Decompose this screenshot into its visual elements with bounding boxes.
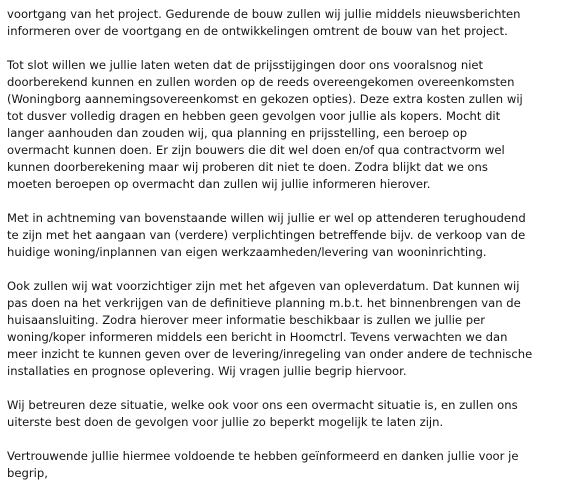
text-line: Wij betreuren deze situatie, welke ook voor ons een overmacht situatie is, en zullen ons [7, 398, 518, 412]
text-line: huisaansluiting. Zodra hierover meer informatie beschikbaar is zullen we jullie per [7, 313, 486, 327]
text-line: installaties en prognose oplevering. Wij vragen jullie begrip hiervoor. [7, 364, 407, 378]
paragraph-closing [7, 448, 583, 482]
text-line: (Woningborg aannemingsovereenkomst en gekozen opties). Deze extra kosten zullen wij [7, 92, 523, 106]
text-line: overmacht kunnen doen. Er zijn bouwers die dit wel doen en/of qua contractvorm wel [7, 143, 505, 157]
text-line: Ook zullen wij wat voorzichtiger zijn met het afgeven van opleverdatum. Dat kunnen wij [7, 279, 520, 293]
text-line: Met in achtneming van bovenstaande willen wij jullie er wel op attenderen terughoudend [7, 211, 526, 225]
text-line: uiterste best doen de gevolgen voor jullie zo beperkt mogelijk te laten zijn. [7, 415, 444, 429]
paragraph-delivery-date [7, 278, 583, 380]
text-line: woning/koper informeren middels een bericht in Hoomctrl. Tevens verwachten we dan [7, 330, 508, 344]
text-line: moeten beroepen op overmacht dan zullen wij jullie informeren hierover. [7, 177, 431, 191]
text-line: informeren over de voortgang en de ontwikkelingen omtrent de bouw van het project. [7, 24, 508, 38]
text-line: voortgang van het project. Gedurende de bouw zullen wij jullie middels nieuwsberichten [7, 7, 521, 21]
text-line: begrip, [7, 466, 48, 480]
text-line: huidige woning/inplannen van eigen werkzaamheden/levering van wooninrichting. [7, 245, 487, 259]
document-body [7, 6, 583, 499]
paragraph-price-increases [7, 57, 583, 193]
paragraph-regret [7, 397, 583, 431]
text-line: Tot slot willen we jullie laten weten dat de prijsstijgingen door ons vooralsnog niet [7, 58, 484, 72]
text-line: te zijn met het aangaan van (verdere) verplichtingen betreffende bijv. de verkoop van de [7, 228, 526, 242]
text-line: pas doen na het verkrijgen van de definitieve planning m.b.t. het binnenbrengen van de [7, 296, 521, 310]
paragraph-progress-updates [7, 6, 583, 40]
text-line: Vertrouwende jullie hiermee voldoende te hebben geïnformeerd en danken jullie voor je [7, 449, 519, 463]
text-line: langer aanhouden dan zouden wij, qua planning en prijsstelling, een beroep op [7, 126, 468, 140]
text-line: doorberekend kunnen en zullen worden op de reeds overeengekomen overeenkomsten [7, 75, 515, 89]
text-line: kunnen doorberekening maar wij proberen dit niet te doen. Zodra blijkt dat we ons [7, 160, 488, 174]
paragraph-caution-obligations [7, 210, 583, 261]
text-line: tot dusver volledig dragen en hebben geen gevolgen voor jullie als kopers. Mocht dit [7, 109, 501, 123]
text-line: meer inzicht te kunnen geven over de levering/inregeling van onder andere de technische [7, 347, 533, 361]
